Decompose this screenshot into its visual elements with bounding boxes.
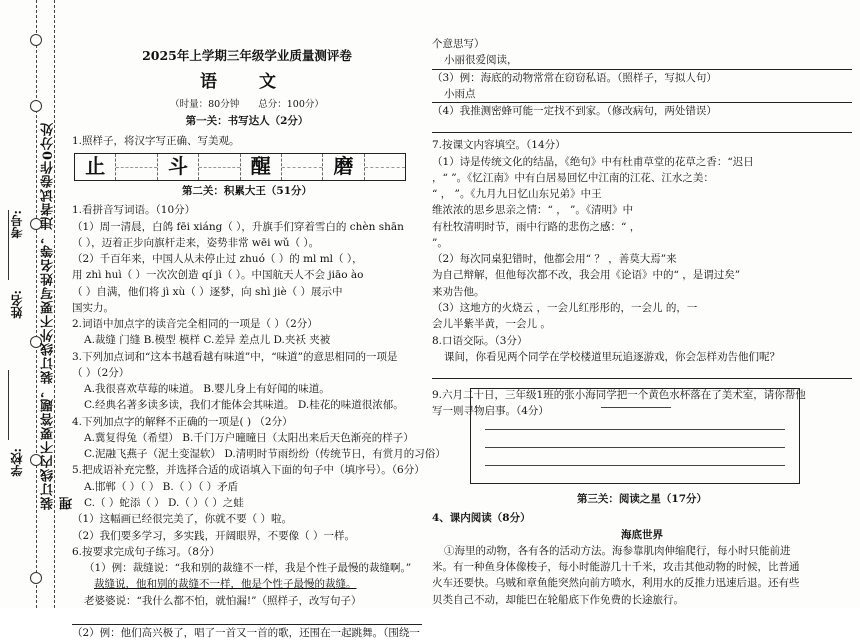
answer-line[interactable] [72,609,422,625]
question-line: 8.口语交际。（3分） [432,334,528,347]
binding-hole-icon [30,100,42,112]
question-line: A.冀复得兔（希望） B.千门万户曈曈日（太阳出来后天色渐亮的样子） [84,431,414,444]
section-2-heading: 第二关：积累大王（51分） [181,184,313,197]
binding-hole-icon [30,34,42,46]
question-line: 6.按要求完成句子练习。（8分） [72,545,220,558]
question-line: 1.看拼音写词语。（10分） [72,204,196,217]
question-line: 裁缝说，他和别的裁缝不一样，他是个性子最慢的裁缝。 [94,578,357,591]
question-line: （ ）自满，他们将 jì xù（ ）逐梦，向 shì jiè（ ）展示中 [72,285,343,298]
exam-title: 2025年上学期三年级学业质量测评卷 [142,48,352,63]
passage-line: ①海里的动物，各有各的活动方法。海参靠肌肉伸缩爬行，每小时只能前进 [444,544,791,557]
exam-time: （时量：80分钟 [170,98,240,110]
question-line: （4）我推测密蜂可能一定找不到家。（修改病句，两处错误） [432,105,717,118]
question-line: （3）例：海底的动物常常在窃窃私语。（照样子，写拟人句） [432,71,717,84]
question-line: C.泥融飞燕子（泥土变湿软） D.清明时节雨纷纷（传统节日，有赏月的习俗） [84,448,446,461]
question-line: 3.下列加点词和“这本书越看越有味道”中，“味道”的意思相同的一项是 [72,350,398,363]
binding-notice: 装订线内不要答题，装订线外不要写姓名等，违者试卷作0分处理 [41,121,75,510]
question-line: ，“ ”。《忆江南》中有白居易回忆中江南的江花、江水之美： [432,171,714,184]
question-line: A.邯郸（ ）（ ） B.（ ）（ ）矛盾 [84,480,239,493]
passage-title: 海底世界 [621,528,663,541]
question-1: 1.照样子，将汉字写正确、写美观。 [72,134,240,147]
question-line: （ ）（2分） [72,366,130,379]
question-line: “ ， ”。《九月九日忆山东兄弟》中王 [432,188,602,201]
writing-grid[interactable] [74,153,406,181]
lost-item-notice-box[interactable] [470,388,800,484]
question-line: 来劝告他。 [432,285,485,298]
question-line: 4、课内阅读（8分） [432,512,531,525]
question-line: C.经典名著多读多读，我们才能体会其味道。 D.桂花的味道很浓郁。 [84,399,404,412]
answer-line[interactable] [432,365,852,379]
question-line: 老婆婆说：“我什么都不怕，就怕漏!”（照样子，改写句子） [84,594,362,607]
question-line: C.（ ）蛇添（ ） D.（ ）（ ）之蛙 [84,497,244,510]
question-line: 4.下列加点字的解释不正确的一项是( ) （2分） [72,415,293,428]
question-line: 写一则寻物启事。（4分） [432,405,549,418]
name-label: 姓名: [10,290,24,319]
school-label: 学校: [10,448,24,477]
section-3-area [432,490,852,608]
passage-line: 贝类自己不动，却能巴在轮船底下作免费的长途旅行。 [432,593,684,606]
question-line: 个意思写） [432,38,485,50]
notice-line[interactable] [485,429,785,430]
question-line: 为自己辩解，但他每次都不改，我会用《论语》中的“ ，是谓过矣” [432,269,741,282]
question-line: （1）诗是传统文化的结晶，《绝句》中有杜甫草堂的花草之香：“迟日 [432,155,754,168]
question-line: 用 zhì huì（ ）一次次创造 qí jì（ ）。中国航天人不会 jiāo ào [72,269,364,282]
question-line: （ ），迈着正步向旗杆走来，姿势非常 wēi wǔ（ ）。 [72,236,320,249]
grid-cell: 磨 [323,154,364,180]
question-line: 小丽很爱阅读， [432,52,852,69]
question-line: 2.词语中加点字的读音完全相同的一项是（ ）（2分） [72,318,318,331]
passage-line: 火车还要快。乌贼和章鱼能突然向前方喷水，利用水的反推力迅速后退。还有些 [432,577,800,590]
question-line: ”。 [432,236,448,249]
question-line: （2）我们要多学习，多实践，开阔眼界，不要像（ ）一样。 [72,529,356,542]
binding-margin [0,0,75,608]
question-line: （2）千百年来，中国人从未停止过 zhuó（ ）的 ml ml（ ）， [72,253,363,266]
question-line: （2）例：他们高兴极了，唱了一首又一首的歌，还围在一起跳舞。（围绕一 [72,626,420,639]
question-line: 小雨点 [432,86,852,103]
question-line: （3）这地方的火烧云 ，一会儿红彤彤的，一会儿 的，一 [432,301,698,314]
question-line: （1）这幅画已经很完美了，你就不要（ ）啦。 [72,513,293,526]
section-1-heading: 第一关：书写达人（2分） [185,115,309,128]
question-line: 国实力。 [72,301,114,314]
question-line: 会儿半紫半黄，一会儿 。 [432,318,551,331]
binding-dashed-line [36,0,37,608]
notice-line[interactable] [485,447,785,448]
notice-title-line[interactable] [601,407,671,408]
question-line: 有杜牧清明时节，雨中行路的悲伤之感：“ ， [432,220,641,233]
question-line: （1）例：裁缝说：“我和别的裁缝不一样，我是个性子最慢的裁缝啊。” [84,562,412,575]
left-column [72,0,446,641]
grid-cell: 醒 [241,154,282,180]
grid-cell: 斗 [158,154,199,180]
grid-cell: 止 [75,154,116,180]
right-column [432,36,852,420]
binding-hole-icon [30,572,42,584]
grid-cell[interactable] [116,154,157,180]
question-line: 9.六月二十日，三年级1班的张小海同学把一个黄色水杯落在了美术室，请你帮他 [432,389,806,402]
subject-title: 语 文 [200,72,294,93]
question-line: （1）周一清晨，白鸽 fēi xiáng（ ），升旗手们穿着雪白的 chèn shān [72,220,404,233]
grid-cell[interactable] [199,154,240,180]
section-3-heading: 第三关：阅读之星（17分） [576,493,708,505]
notice-line[interactable] [485,465,785,466]
question-line: A.我很喜欢草莓的味道。 B.婴儿身上有好闻的味道。 [84,383,330,396]
exam-score: 总分：100分） [258,98,324,110]
answer-line[interactable] [432,119,852,133]
question-line: 5.把成语补充完整，并选择合适的成语填入下面的句子中（填序号）。（6分） [72,464,425,477]
grid-cell[interactable] [282,154,323,180]
exam-number-label: 考号: [10,210,24,239]
grid-cell[interactable] [365,154,405,180]
question-line: 7.按课文内容填空。（14分） [432,139,566,152]
question-line: （2）每次同桌犯错时，他都会用“ ？ ，善莫大焉”来 [432,253,677,266]
question-line: 维浓浓的思乡思亲之情：“ ， ”。《清明》中 [432,204,634,217]
passage-line: 米。有一种鱼身体像梭子，每小时能游几十千米，攻击其他动物的时候，比普通 [432,561,800,574]
school-field[interactable] [8,370,9,440]
question-line: 课间，你看见两个同学在学校楼道里玩追逐游戏，你会怎样劝告他们呢？ [444,350,780,363]
question-line: A.裁缝 门缝 B.模型 模样 C.差异 差点儿 D.夹袄 夹被 [84,334,331,347]
exam-meta [72,98,422,113]
